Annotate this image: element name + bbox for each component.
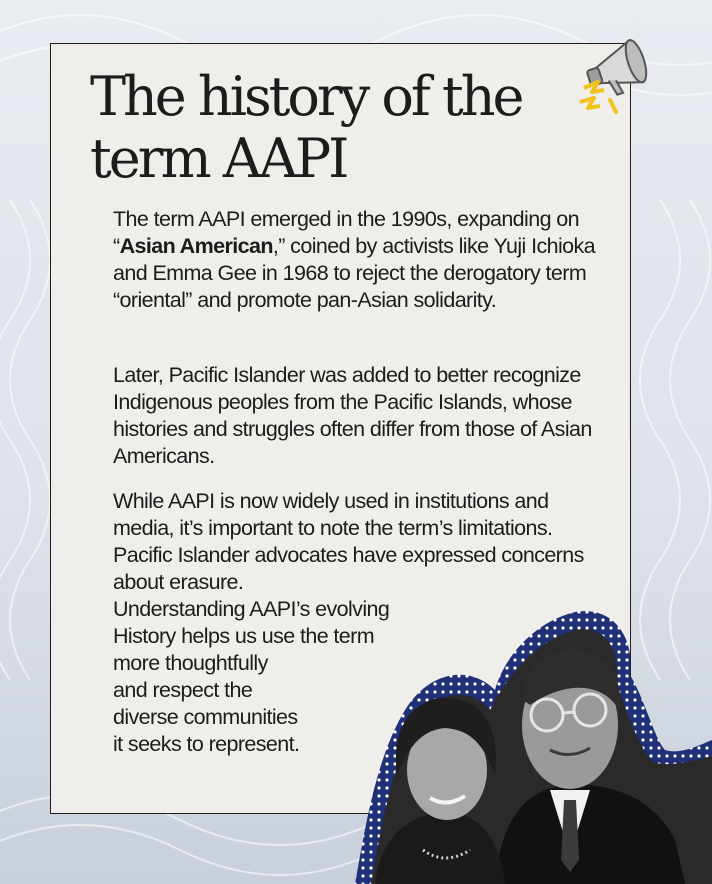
page-title: The history of the term AAPI — [90, 65, 522, 190]
paragraph-3-line: more thoughtfully — [113, 651, 268, 675]
paragraph-1 — [113, 206, 613, 314]
paragraph-3-intro: While AAPI is now widely used in institutions and media, it’s important to note the term’s limitations. Pacific Islander advocates have expressed concerns about erasure. — [113, 489, 584, 594]
paragraph-2-text: Later, Pacific Islander was added to better recognize Indigenous peoples from the Pacific Islands, whose histories and struggles often differ from those of Asian Americans. — [113, 363, 592, 468]
paragraph-2 — [113, 362, 613, 470]
paragraph-3-line: History helps us use the term — [113, 624, 375, 648]
paragraph-3-line: it seeks to represent. — [113, 732, 300, 756]
highlight-asian-american: Asian American — [119, 234, 273, 258]
paragraph-3-line: diverse communities — [113, 705, 298, 729]
megaphone-icon — [576, 30, 668, 114]
paragraph-3-line: Understanding AAPI’s evolving — [113, 597, 390, 621]
paragraph-1-end: ,” coined by activists like Yuji Ichioka and Emma Gee in 1968 to reject the derogatory term “oriental” and promote pan-Asian solidarity. — [113, 234, 596, 312]
paragraph-1-start: The term AAPI emerged in the 1990s, expanding on “ — [113, 207, 580, 258]
paragraph-3-line: and respect the — [113, 678, 253, 702]
couple-photo — [335, 600, 712, 884]
